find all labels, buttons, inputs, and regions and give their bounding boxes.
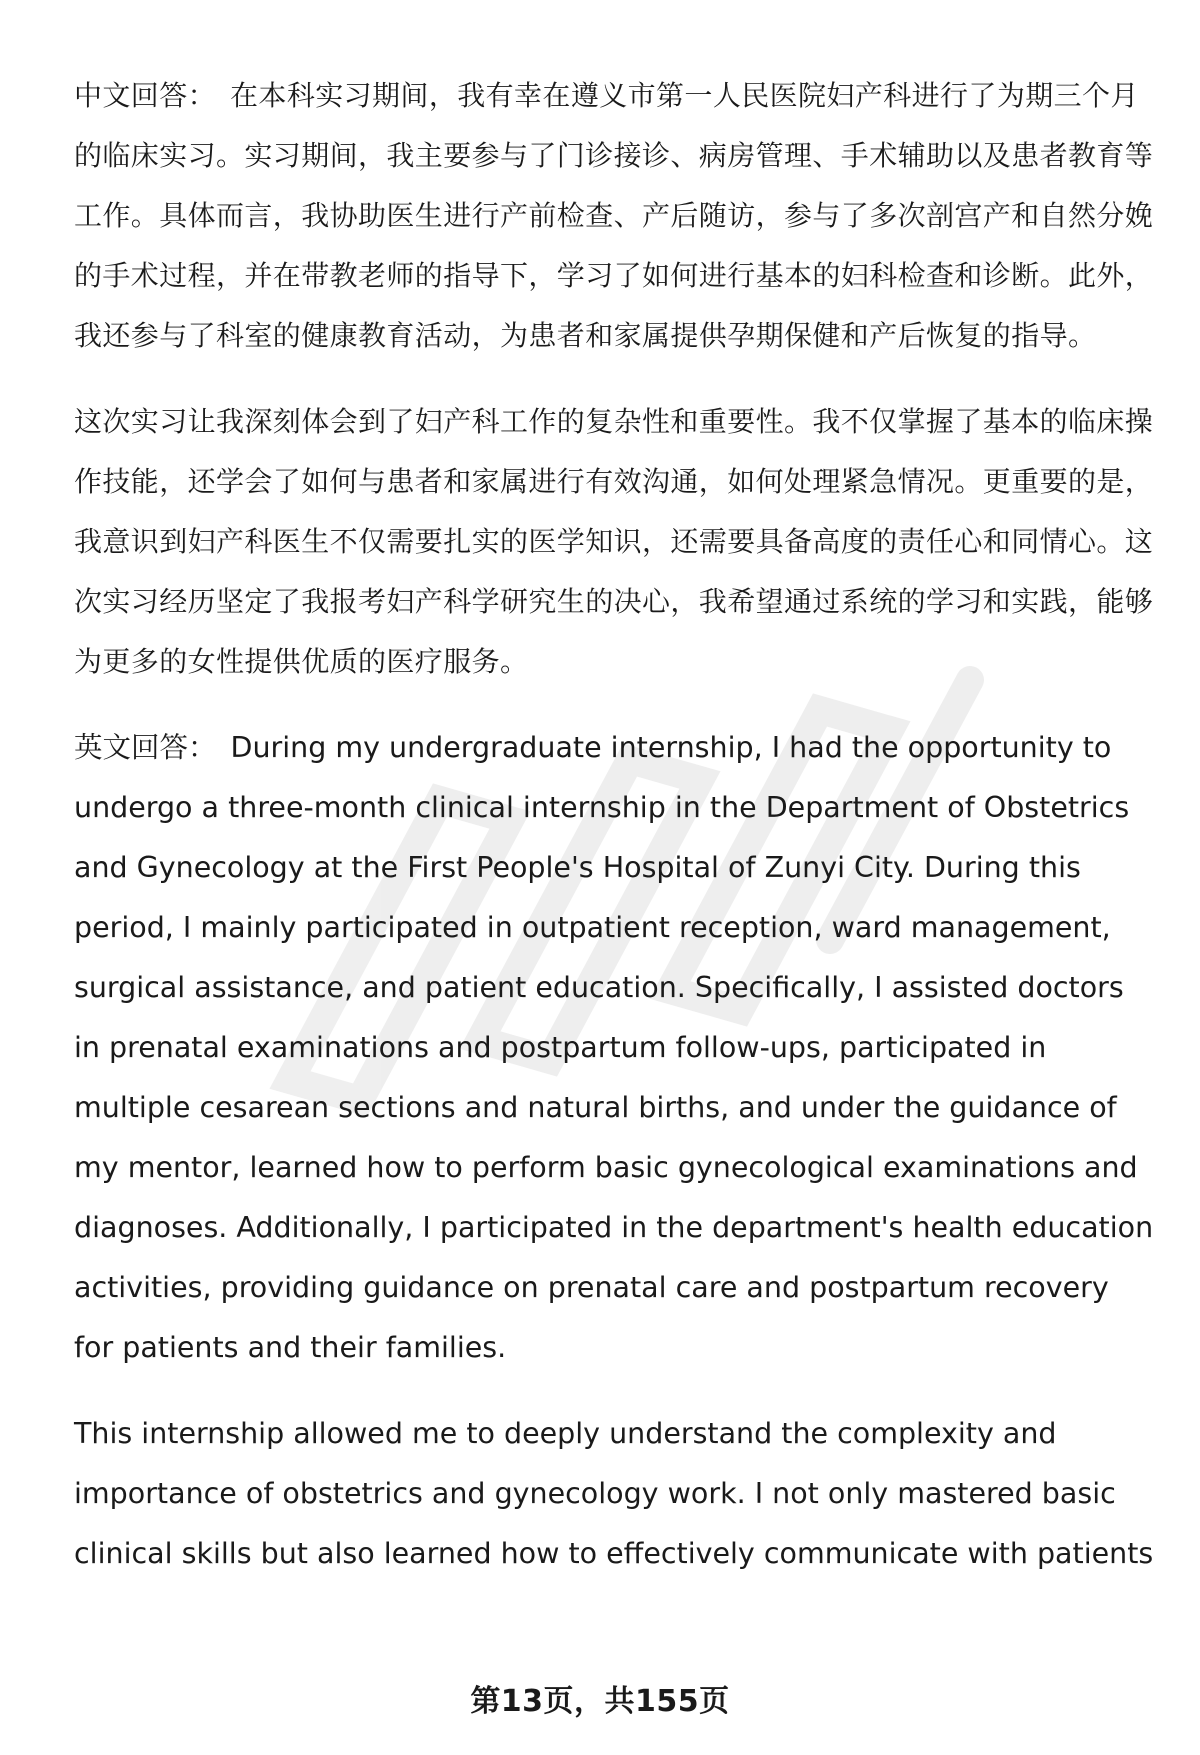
page-number-footer: 第13页，共155页 <box>470 1684 730 1719</box>
paragraph-chinese-reflection <box>74 392 1154 692</box>
paragraph-english-answer <box>74 718 1154 1378</box>
english-answer-label: 英文回答： <box>74 731 217 764</box>
chinese-answer-text: 在本科实习期间，我有幸在遵义市第一人民医院妇产科进行了为期三个月的临床实习。实习期间，我主要参与了门诊接诊、病房管理、手术辅助以及患者教育等工作。具体而言，我协助医生进行产前检查、产后随访，参与了多次剖宫产和自然分娩的手术过程，并在带教老师的指导下，学习了如何进行基本的妇科检查和诊断。此外，我还参与了科室的健康教育活动，为患者和家属提供孕期保健和产后恢复的指导。 <box>74 79 1154 352</box>
chinese-answer-label: 中文回答： <box>74 79 217 112</box>
english-reflection-text: This internship allowed me to deeply understand the complexity and importance of obstetrics and gynecology work. I not only mastered basic clinical skills but also learned how to effectively communicate with patients <box>74 1417 1154 1570</box>
english-answer-text: During my undergraduate internship, I had the opportunity to undergo a three-month clinical internship in the Department of Obstetrics and Gynecology at the First People's Hospital of Zunyi City. During this period, I mainly participated in outpatient reception, ward management, surgical assistance, and patient education. Specifically, I assisted doctors in prenatal examinations and postpartum follow-ups, participated in multiple cesarean sections and natural births, and under the guidance of my mentor, learned how to perform basic gynecological examinations and diagnoses. Additionally, I participated in the department's health education activities, providing guidance on prenatal care and postpartum recovery for patients and their families. <box>74 731 1154 1364</box>
paragraph-english-reflection <box>74 1404 1154 1584</box>
chinese-reflection-text: 这次实习让我深刻体会到了妇产科工作的复杂性和重要性。我不仅掌握了基本的临床操作技能，还学会了如何与患者和家属进行有效沟通，如何处理紧急情况。更重要的是，我意识到妇产科医生不仅需要扎实的医学知识，还需要具备高度的责任心和同情心。这次实习经历坚定了我报考妇产科学研究生的决心，我希望通过系统的学习和实践，能够为更多的女性提供优质的医疗服务。 <box>74 405 1154 678</box>
document-body <box>74 66 1154 1610</box>
paragraph-chinese-answer <box>74 66 1154 366</box>
